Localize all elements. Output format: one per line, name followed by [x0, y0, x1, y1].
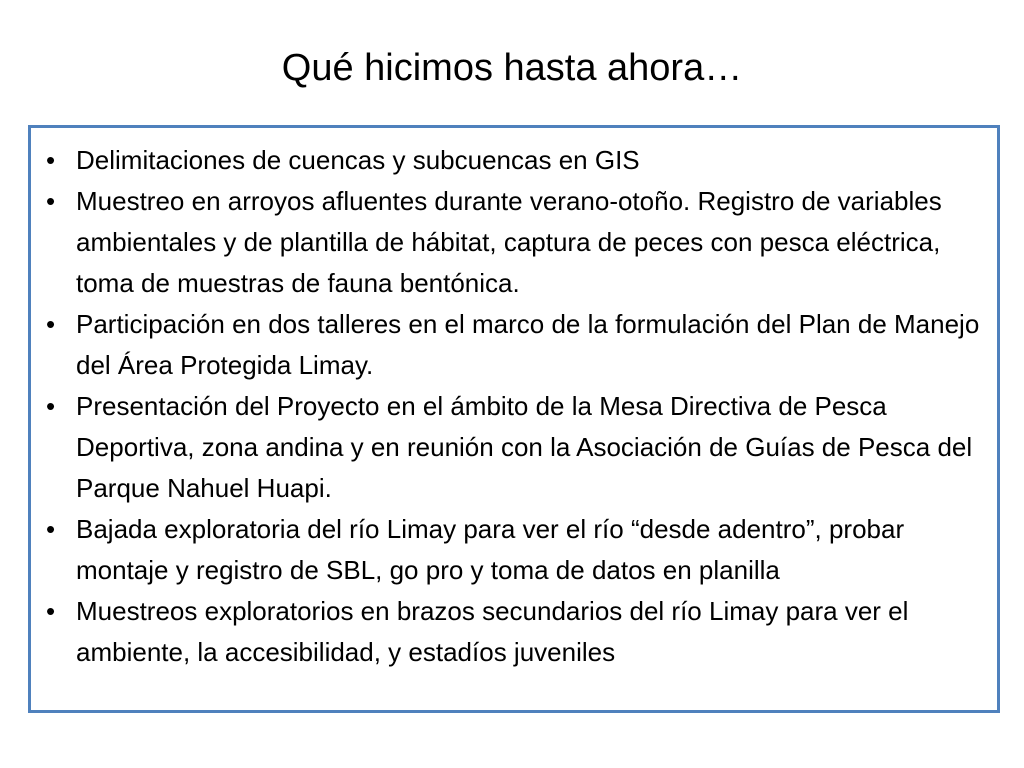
- bullet-item: [41, 509, 981, 591]
- bullet-text: Delimitaciones de cuencas y subcuencas en GIS: [76, 145, 640, 175]
- bullet-icon: •: [46, 514, 56, 544]
- bullet-icon: •: [46, 186, 56, 216]
- bullet-item: [41, 140, 981, 181]
- bullet-text: Muestreos exploratorios en brazos secundarios del río Limay para ver el ambiente, la accesibilidad, y estadíos juveniles: [76, 596, 909, 667]
- bullet-text: Bajada exploratoria del río Limay para ver el río “desde adentro”, probar montaje y registro de SBL, go pro y toma de datos en planilla: [76, 514, 905, 585]
- slide-title: Qué hicimos hasta ahora…: [281, 47, 743, 89]
- bullet-icon: •: [46, 309, 56, 339]
- bullet-icon: •: [46, 391, 56, 421]
- bullet-text: Participación en dos talleres en el marco de la formulación del Plan de Manejo del Área Protegida Limay.: [76, 309, 980, 380]
- bullet-item: [41, 591, 981, 673]
- bullet-text: Muestreo en arroyos afluentes durante verano-otoño. Registro de variables ambientales y de plantilla de hábitat, captura de peces con pesca eléctrica, toma de muestras de fauna bentónica.: [76, 186, 942, 298]
- bullet-icon: •: [46, 145, 56, 175]
- bullet-list: [41, 140, 981, 673]
- content-box: [28, 125, 1000, 713]
- bullet-text: Presentación del Proyecto en el ámbito de la Mesa Directiva de Pesca Deportiva, zona andina y en reunión con la Asociación de Guías de Pesca del Parque Nahuel Huapi.: [76, 391, 973, 503]
- bullet-item: [41, 181, 981, 304]
- bullet-icon: •: [46, 596, 56, 626]
- bullet-item: [41, 386, 981, 509]
- bullet-item: [41, 304, 981, 386]
